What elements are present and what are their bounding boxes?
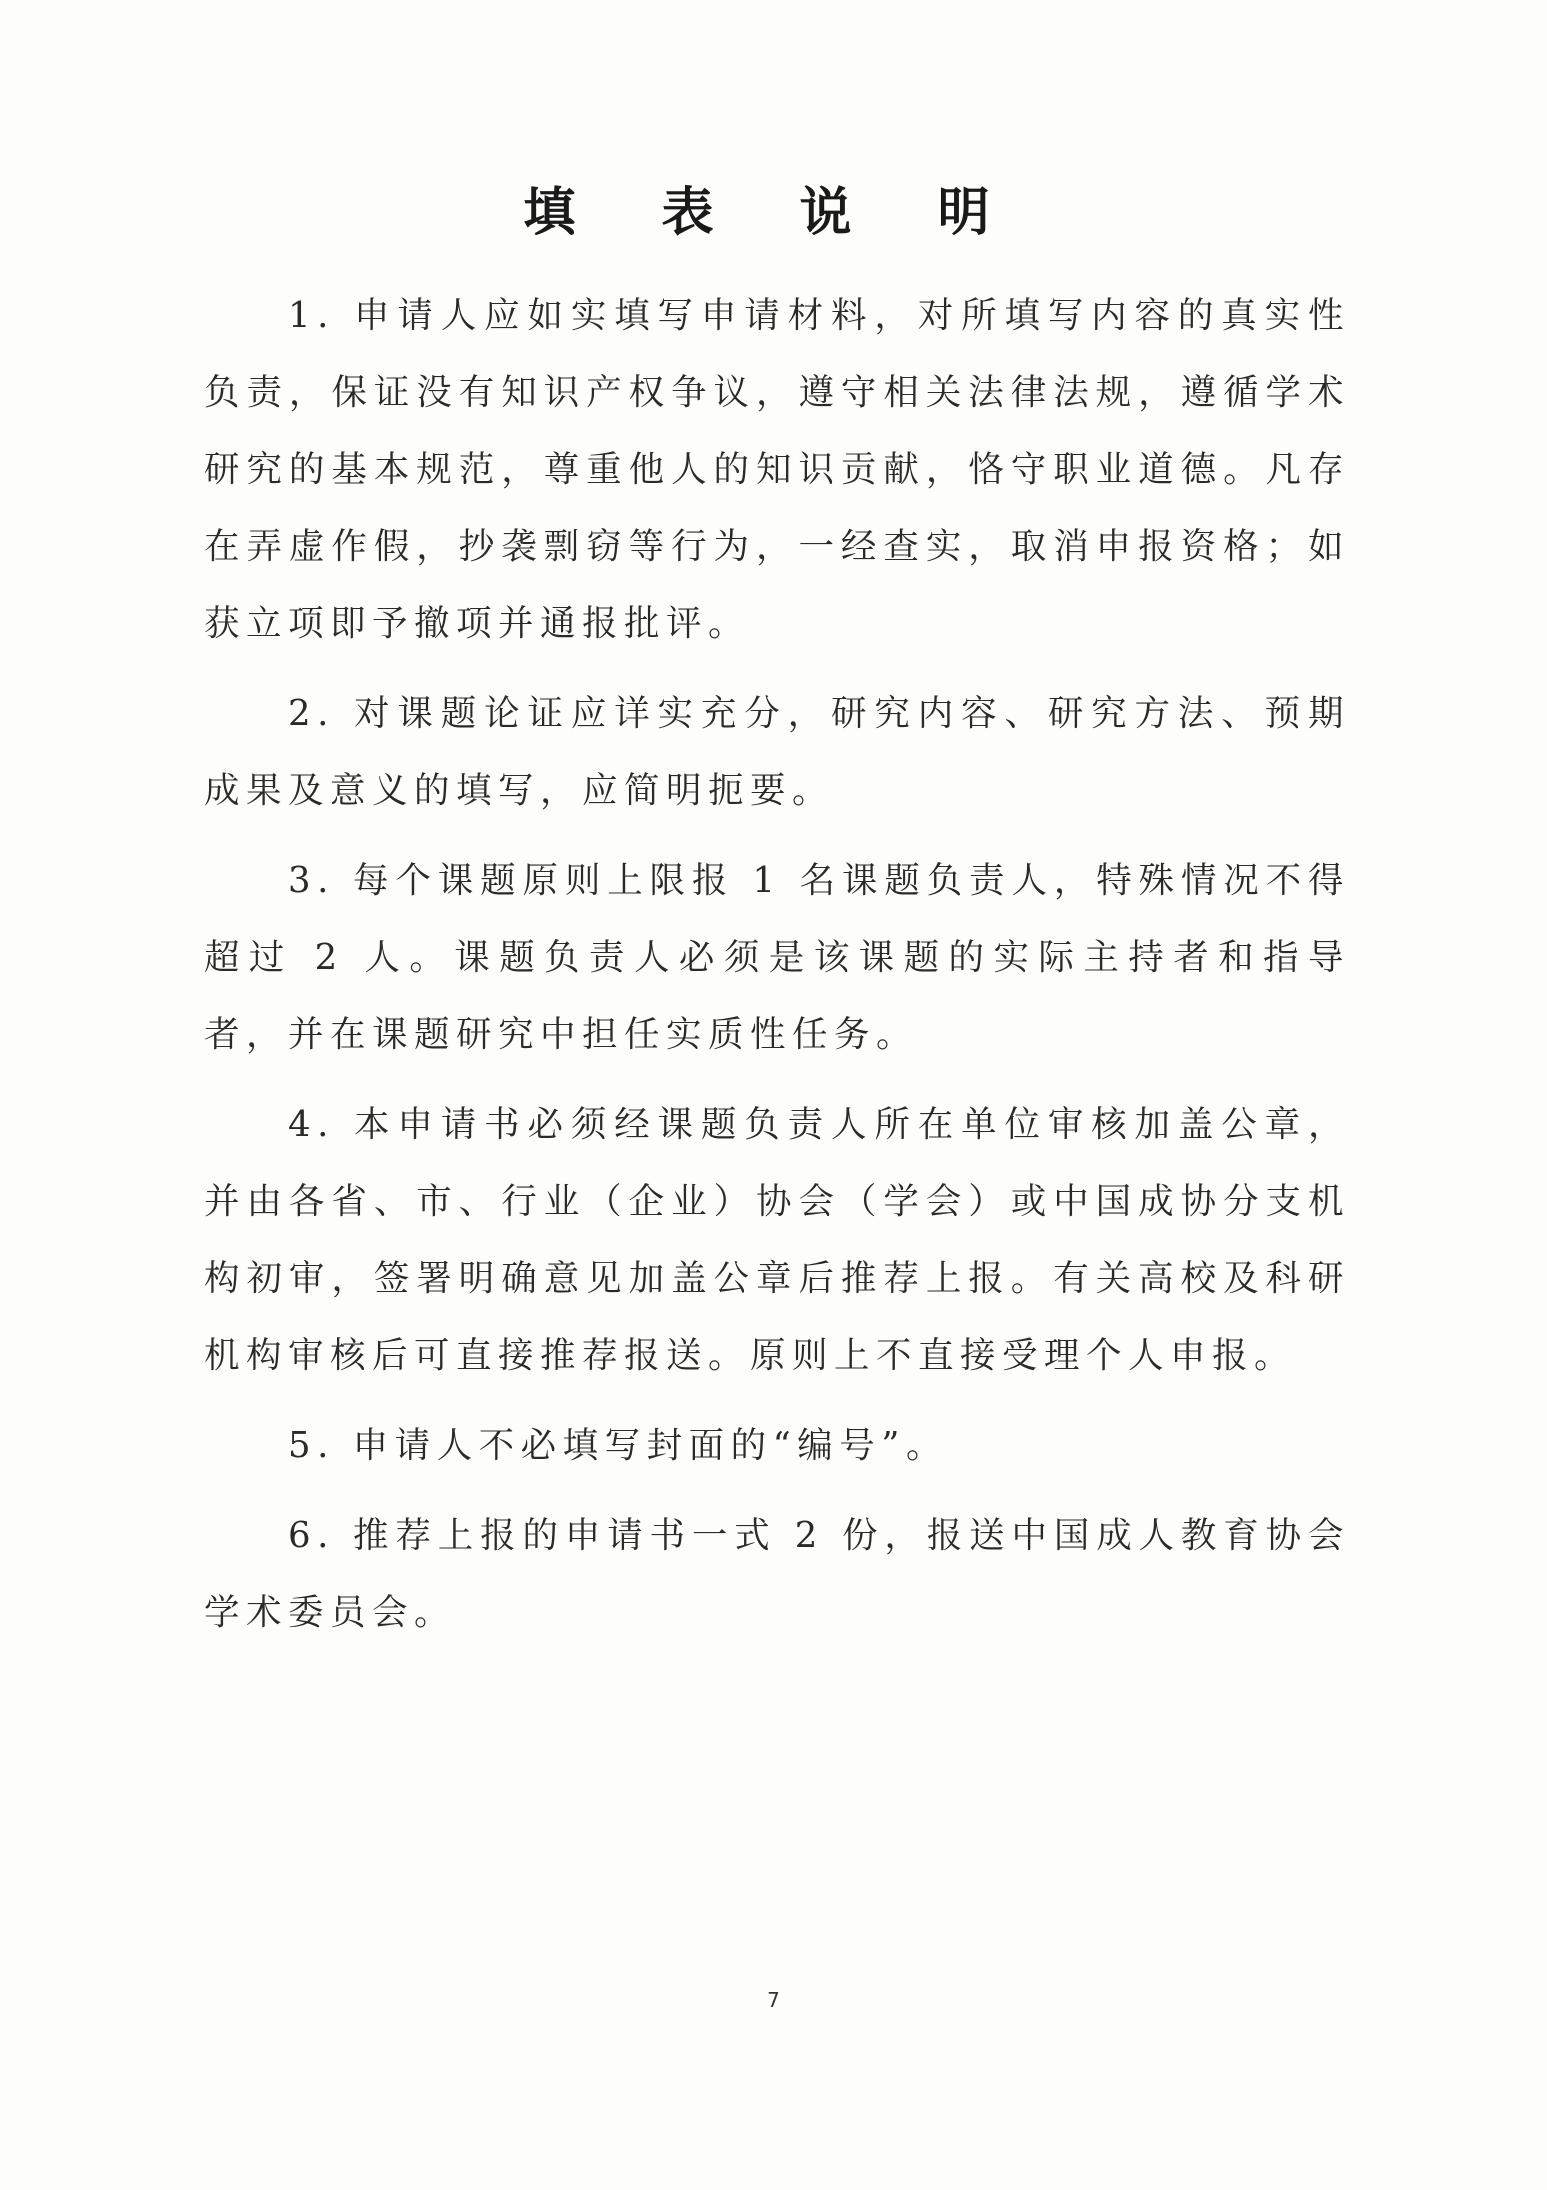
page-title: 填 表 说 明: [523, 182, 1024, 243]
instruction-paragraph-4: 4. 本申请书必须经课题负责人所在单位审核加盖公章，并由各省、市、行业（企业）协会（学会）或中国成协分支机构初审，签署明确意见加盖公章后推荐上报。有关高校及科研机构审核后可直接推荐报送。原则上不直接受理个人申报。: [204, 1104, 1350, 1376]
instruction-paragraph-5: 5. 申请人不必填写封面的“编号”。: [288, 1425, 948, 1466]
instruction-paragraph-3: 3. 每个课题原则上限报 1 名课题负责人，特殊情况不得超过 2 人。课题负责人必须是该课题的实际主持者和指导者，并在课题研究中担任实质性任务。: [204, 860, 1350, 1055]
instruction-paragraph-1: 1. 申请人应如实填写申请材料，对所填写内容的真实性负责，保证没有知识产权争议，遵守相关法律法规，遵循学术研究的基本规范，尊重他人的知识贡献，恪守职业道德。凡存在弄虚作假，抄袭剽窃等行为，一经查实，取消申报资格；如获立项即予撤项并通报批评。: [204, 295, 1350, 644]
instructions-body: [204, 277, 1350, 1664]
instruction-paragraph-6: 6. 推荐上报的申请书一式 2 份，报送中国成人教育协会学术委员会。: [204, 1515, 1350, 1633]
instruction-paragraph-2: 2. 对课题论证应详实充分，研究内容、研究方法、预期成果及意义的填写，应简明扼要。: [204, 693, 1350, 811]
page-number: 7: [767, 1988, 780, 2012]
